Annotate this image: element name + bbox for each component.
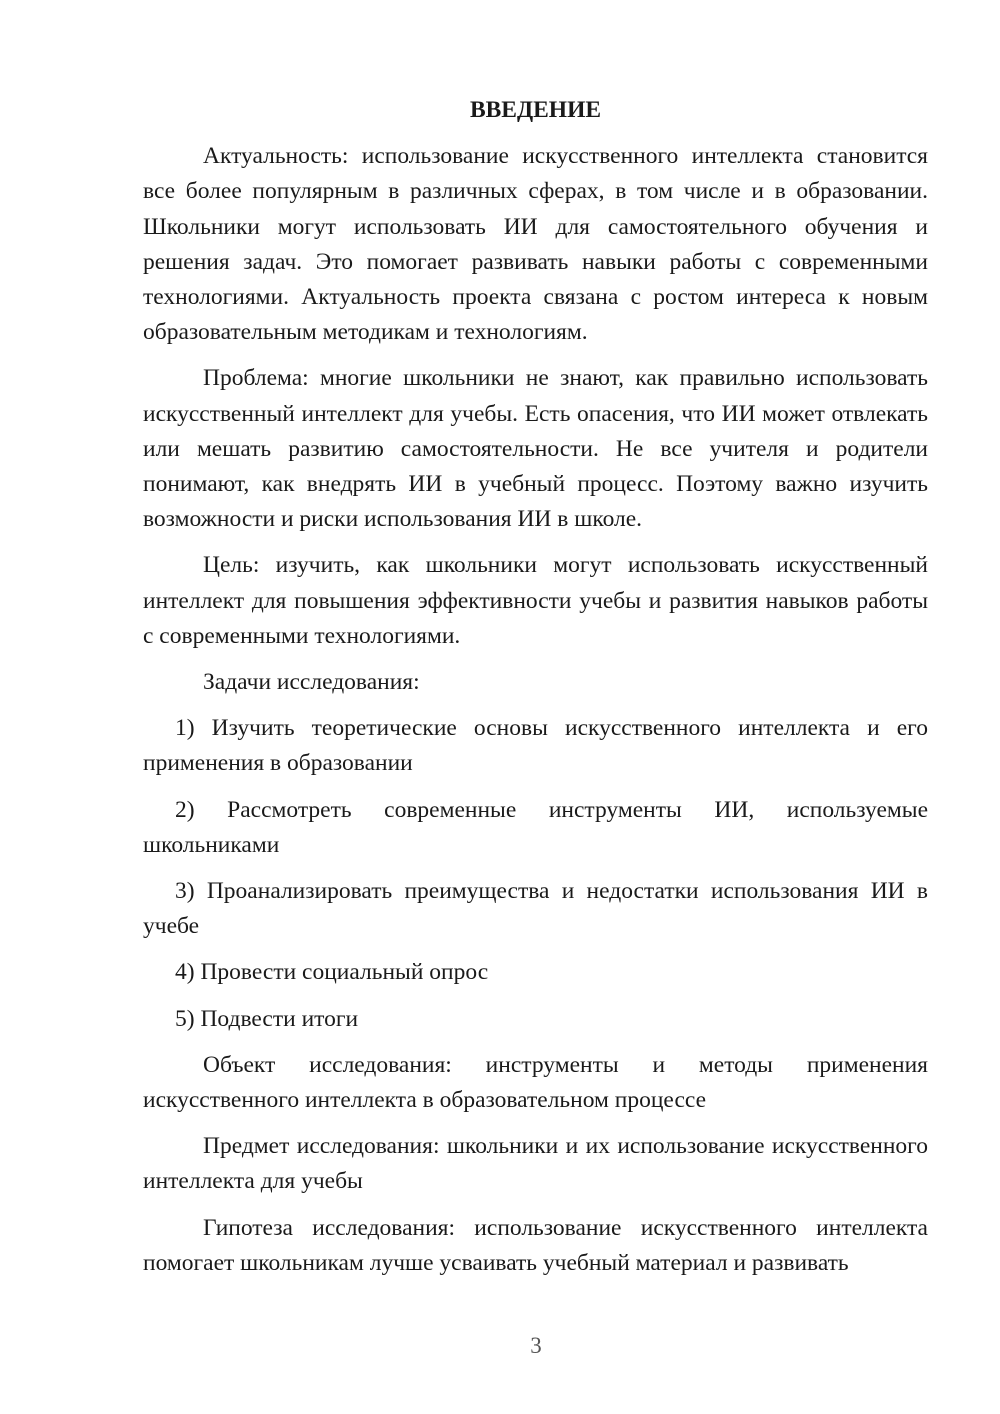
task-item-5: 5) Подвести итоги: [175, 1005, 359, 1032]
paragraph-hypothesis: Гипотеза исследования: использование искусственного интеллекта помогает школьникам лучше усваивать учебный материал и развивать: [143, 1214, 928, 1276]
task-item-3: 3) Проанализировать преимущества и недостатки использования ИИ в учебе: [143, 878, 928, 940]
task-item-4: 4) Провести социальный опрос: [175, 959, 489, 986]
paragraph-tasks-heading: Задачи исследования:: [203, 669, 420, 696]
paragraph-relevance: Актуальность: использование искусственного интеллекта становится все более популярным в различных сферах, в том числе и в образовании. Школьники могут использовать ИИ для самостоятельного обучения и решения задач. Это помогает развивать навыки работы с современными технологиями. Актуальность проекта связана с ростом интереса к новым образовательным методикам и технологиям.: [143, 143, 928, 346]
page-content: [143, 93, 928, 1292]
task-item-1: 1) Изучить теоретические основы искусственного интеллекта и его применения в образовании: [143, 715, 928, 777]
paragraph-object: Объект исследования: инструменты и методы применения искусственного интеллекта в образовательном процессе: [143, 1051, 928, 1114]
paragraph-goal: Цель: изучить, как школьники могут использовать искусственный интеллект для повышения эффективности учебы и развития навыков работы с современными технологиями.: [143, 552, 928, 649]
page-number: 3: [530, 1333, 542, 1358]
section-title: ВВЕДЕНИЕ: [469, 97, 602, 123]
task-item-2: 2) Рассмотреть современные инструменты ИИ, используемые школьниками: [143, 796, 928, 858]
paragraph-problem: Проблема: многие школьники не знают, как правильно использовать искусственный интеллект для учебы. Есть опасения, что ИИ может отвлекать или мешать развитию самостоятельности. Не все учителя и родители понимают, как внедрять ИИ в учебный процесс. Поэтому важно изучить возможности и риски использования ИИ в школе.: [143, 365, 928, 533]
paragraph-subject: Предмет исследования: школьники и их использование искусственного интеллекта для учебы: [143, 1133, 928, 1195]
